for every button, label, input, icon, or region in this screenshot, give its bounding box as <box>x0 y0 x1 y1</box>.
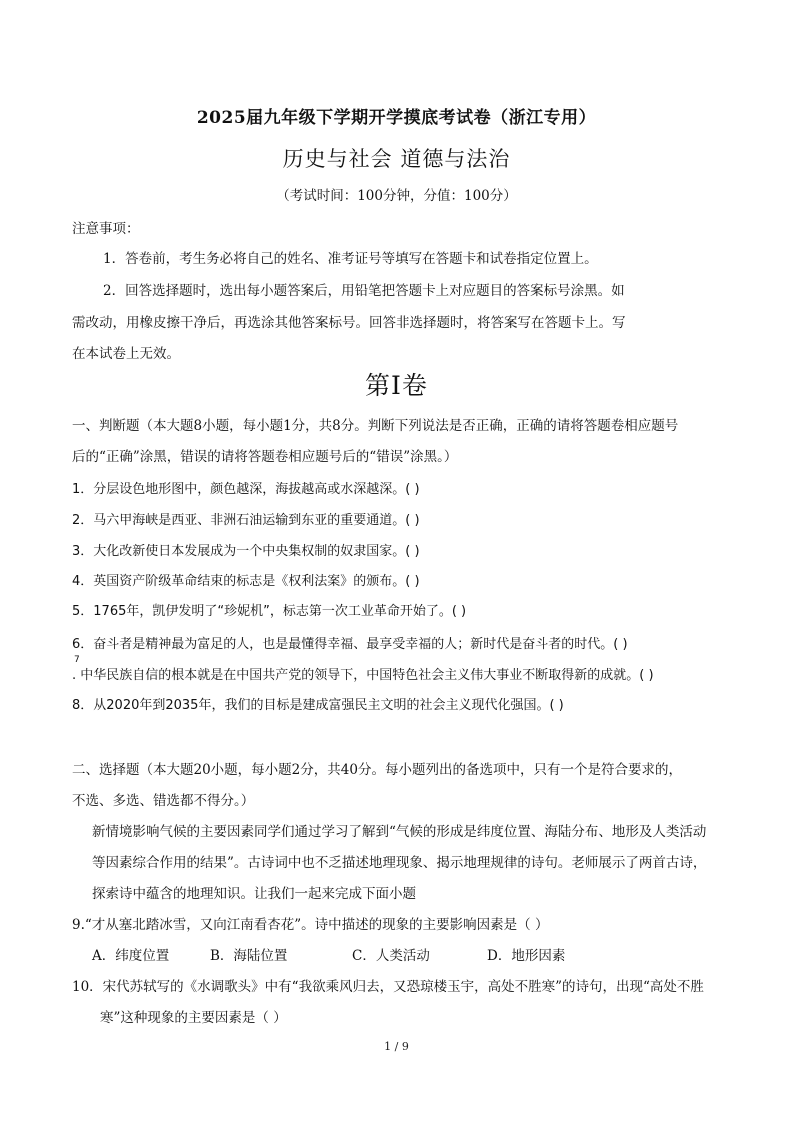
option-d: D．地形因素 <box>487 948 566 964</box>
part1-heading-line-1: 一、判断题（本大题8小题，每小题1分，共8分。判断下列说法是否正确，正确的请将答题卷相应题号 <box>72 418 679 434</box>
question-4: 4．英国资产阶级革命结束的标志是《权利法案》的颁布。( ) <box>72 574 420 589</box>
part1-heading-line-2: 后的“正确”涂黑，错误的请将答题卷相应题号后的“错误”涂黑。） <box>72 449 458 465</box>
question-5: 5．1765年，凯伊发明了“珍妮机”，标志第一次工业革命开始了。( ) <box>72 604 467 619</box>
part2-heading-line-2: 不选、多选、错选都不得分。） <box>72 793 255 809</box>
exam-info: （考试时间：100分钟，分值：100分） <box>276 188 517 204</box>
question-10-line-1: 10．宋代苏轼写的《水调歌头》中有“我欲乘风归去，又恐琼楼玉宇，高处不胜寒”的诗句，出现“高处不胜 <box>72 979 704 995</box>
part2-heading-line-1: 二、选择题（本大题20小题，每小题2分，共40分。每小题列出的备选项中，只有一个是符合要求的， <box>72 762 682 778</box>
notes-heading: 注意事项： <box>72 221 140 237</box>
option-b: B．海陆位置 <box>210 948 288 964</box>
question-10-line-2: 寒”这种现象的主要因素是（ ） <box>100 1010 287 1026</box>
context-line-1: 新情境影响气候的主要因素同学们通过学习了解到“气候的形成是纬度位置、海陆分布、地形及人类活动 <box>92 824 707 840</box>
question-7: . 中华民族自信的根本就是在中国共产党的领导下，中国特色社会主义伟大事业不断取得新的成就。( ) <box>72 668 654 683</box>
exam-title: 2025届九年级下学期开学摸底考试卷（浙江专用） <box>196 108 597 128</box>
context-line-3: 探索诗中蕴含的地理知识。让我们一起来完成下面小题 <box>92 886 416 902</box>
question-1: 1．分层设色地形图中，颜色越深，海拔越高或水深越深。( ) <box>72 482 420 497</box>
note-item-2-line-3: 在本试卷上无效。 <box>72 346 180 362</box>
option-a: A．纬度位置 <box>92 948 170 964</box>
question-6: 6．奋斗者是精神最为富足的人，也是最懂得幸福、最享受幸福的人；新时代是奋斗者的时代。( ) <box>72 637 628 652</box>
question-9-options <box>92 944 565 964</box>
question-8: 8．从2020年到2035年，我们的目标是建成富强民主文明的社会主义现代化强国。( ) <box>72 698 564 713</box>
question-3: 3．大化改新使日本发展成为一个中央集权制的奴隶国家。( ) <box>72 544 420 559</box>
page-number: 1 / 9 <box>384 1040 409 1053</box>
exam-subtitle: 历史与社会 道德与法治 <box>282 147 511 171</box>
note-item-1: 1．答卷前，考生务必将自己的姓名、准考证号等填写在答题卡和试卷指定位置上。 <box>103 251 598 267</box>
note-item-2-line-1: 2．回答选择题时，选出每小题答案后，用铅笔把答题卡上对应题目的答案标号涂黑。如 <box>103 283 625 299</box>
question-2: 2．马六甲海峡是西亚、非洲石油运输到东亚的重要通道。( ) <box>72 513 420 528</box>
option-c: C．人类活动 <box>352 948 430 964</box>
question-9: 9.“才从塞北踏冰雪，又向江南看杏花”。诗中描述的现象的主要影响因素是（ ） <box>72 917 549 933</box>
volume-title: 第Ⅰ卷 <box>365 371 428 400</box>
question-7-number: 7 <box>74 655 80 665</box>
note-item-2-line-2: 需改动，用橡皮擦干净后，再选涂其他答案标号。回答非选择题时，将答案写在答题卡上。写 <box>72 315 626 331</box>
context-line-2: 等因素综合作用的结果”。古诗词中也不乏描述地理现象、揭示地理规律的诗句。老师展示了两首古诗， <box>92 855 707 871</box>
